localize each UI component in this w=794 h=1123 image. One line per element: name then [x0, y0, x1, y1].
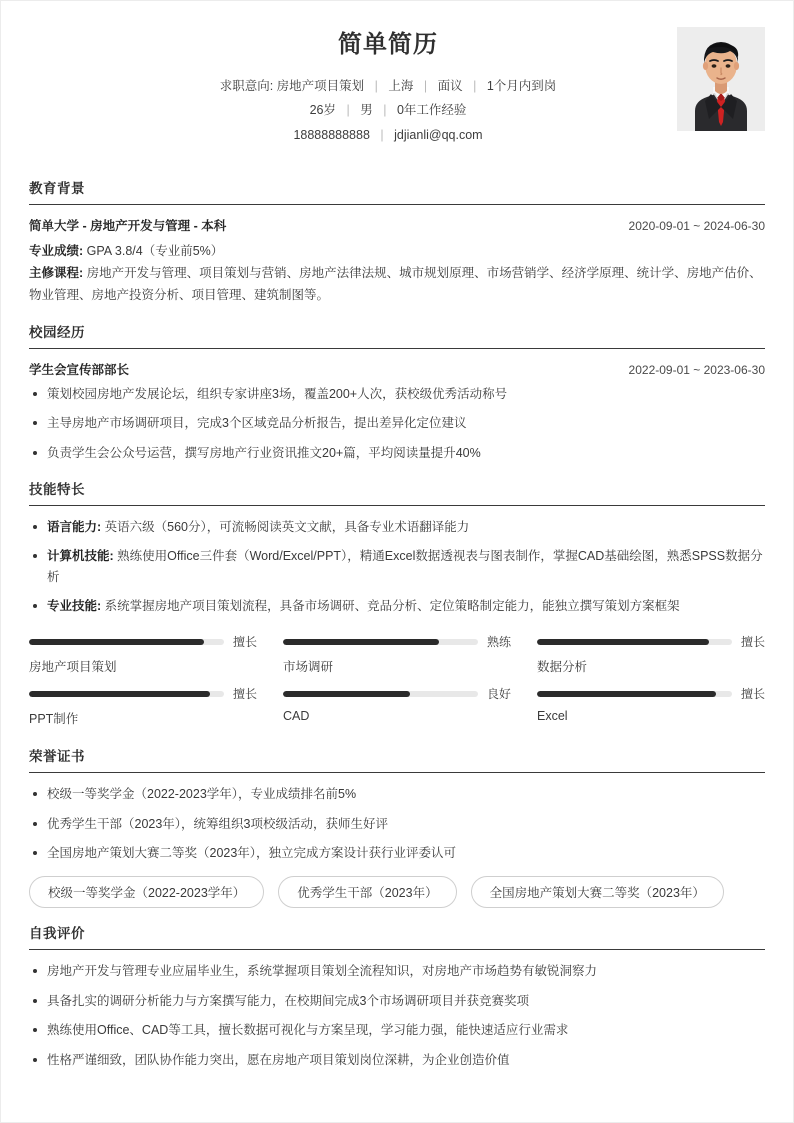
skill-name: PPT制作	[29, 712, 79, 727]
skill-track	[29, 691, 224, 697]
resume-header	[29, 19, 765, 163]
skill-bar-grid	[29, 633, 765, 731]
section-title-skills: 技能特长	[29, 481, 85, 497]
skill-text: 系统掌握房地产项目策划流程，具备市场调研、竞品分析、定位策略制定能力，能独立撰写策划方案框架	[104, 599, 680, 614]
page-title: 简单简历	[338, 31, 438, 58]
contact-email[interactable]: jdjianli@qq.com	[394, 127, 483, 142]
list-item: 校级一等奖学金（2022-2023学年），专业成绩排名前5%	[29, 784, 765, 805]
separator-icon: |	[383, 103, 387, 118]
separator-icon: |	[346, 103, 350, 118]
list-item: 负责学生会公众号运营，撰写房地产行业资讯推文20+篇，平均阅读量提升40%	[29, 443, 765, 464]
skill-bar-row	[283, 685, 511, 702]
section-education	[29, 175, 765, 307]
skill-fill	[29, 639, 204, 645]
skill-track	[537, 691, 732, 697]
skill-bar-row	[537, 685, 765, 702]
skill-level: 熟练	[486, 635, 511, 650]
section-title-education: 教育背景	[29, 180, 85, 196]
honors-tag-list	[29, 876, 765, 908]
skill-track	[29, 639, 224, 645]
campus-entry-head	[29, 360, 765, 378]
skill-text: 英语六级（560分），可流畅阅读英文文献，具备专业术语翻译能力	[104, 519, 470, 534]
skill-track	[283, 691, 478, 697]
contact-line-personal	[109, 98, 667, 122]
section-title-self-evaluation: 自我评价	[29, 925, 85, 941]
contact-line-reach	[109, 123, 667, 147]
education-gpa-line	[29, 240, 765, 262]
list-item	[29, 517, 765, 538]
education-courses-line	[29, 262, 765, 307]
skill-level: 擅长	[232, 687, 257, 702]
campus-bullet-list	[29, 384, 765, 464]
personal-gender: 男	[360, 103, 373, 118]
section-divider	[29, 204, 765, 205]
education-date: 2020-09-01 ~ 2024-06-30	[628, 218, 765, 233]
section-divider	[29, 772, 765, 773]
separator-icon: |	[473, 78, 477, 93]
job-intent-label: 求职意向:	[219, 78, 274, 93]
skill-bar-item	[29, 633, 257, 679]
skill-fill	[537, 691, 716, 697]
skill-bar-row	[283, 633, 511, 650]
section-divider	[29, 505, 765, 506]
skill-fill	[283, 639, 439, 645]
education-courses-value: 房地产开发与管理、项目策划与营销、房地产法律法规、城市规划原理、市场营销学、经济学原理、统计学、房地产估价、物业管理、房地产投资分析、项目管理、建筑制图等。	[29, 266, 762, 303]
skill-name: CAD	[283, 709, 310, 724]
skill-label: 计算机技能:	[47, 549, 114, 564]
education-courses-label: 主修课程:	[29, 266, 84, 281]
skill-fill	[283, 691, 410, 697]
skill-level: 擅长	[740, 687, 765, 702]
list-item: 房地产开发与管理专业应届毕业生，系统掌握项目策划全流程知识，对房地产市场趋势有敏锐洞察力	[29, 961, 765, 982]
self-eval-bullet-list	[29, 961, 765, 1071]
section-self-evaluation	[29, 920, 765, 1071]
skill-name: 房地产项目策划	[29, 660, 117, 675]
skill-bar-item	[283, 685, 511, 731]
section-title-campus: 校园经历	[29, 324, 85, 340]
education-gpa-value: GPA 3.8/4（专业前5%）	[86, 243, 224, 258]
list-item: 具备扎实的调研分析能力与方案撰写能力，在校期间完成3个市场调研项目并获竞赛奖项	[29, 991, 765, 1012]
skill-name: 市场调研	[283, 660, 334, 675]
skill-fill	[29, 691, 210, 697]
skills-bullet-list	[29, 517, 765, 618]
list-item: 全国房地产策划大赛二等奖（2023年），独立完成方案设计获行业评委认可	[29, 843, 765, 864]
skill-level: 良好	[486, 687, 511, 702]
skill-fill	[537, 639, 709, 645]
personal-experience: 0年工作经验	[396, 103, 467, 118]
skill-track	[537, 639, 732, 645]
skill-bar-item	[283, 633, 511, 679]
section-campus-experience	[29, 319, 765, 464]
list-item: 优秀学生干部（2023年），统筹组织3项校级活动，获师生好评	[29, 814, 765, 835]
skill-track	[283, 639, 478, 645]
status-badge[interactable]: 全国房地产策划大赛二等奖（2023年）	[471, 876, 724, 908]
job-intent-city: 上海	[388, 78, 414, 93]
separator-icon: |	[374, 78, 378, 93]
section-divider	[29, 949, 765, 950]
list-item	[29, 596, 765, 617]
skill-name: 数据分析	[537, 660, 588, 675]
list-item: 策划校园房地产发展论坛，组织专家讲座3场，覆盖200+人次，获校级优秀活动称号	[29, 384, 765, 405]
job-intent-availability: 1个月内到岗	[486, 78, 557, 93]
section-skills	[29, 476, 765, 732]
list-item: 熟练使用Office、CAD等工具，擅长数据可视化与方案呈现，学习能力强，能快速适应行业需求	[29, 1020, 765, 1041]
campus-role: 学生会宣传部部长	[29, 362, 130, 377]
skill-name: Excel	[537, 709, 568, 724]
contact-phone[interactable]: 18888888888	[293, 127, 370, 142]
skill-level: 擅长	[740, 635, 765, 650]
list-item: 性格严谨细致，团队协作能力突出，愿在房地产项目策划岗位深耕，为企业创造价值	[29, 1050, 765, 1071]
education-gpa-label: 专业成绩:	[29, 243, 84, 258]
skill-bar-item	[537, 633, 765, 679]
list-item: 主导房地产市场调研项目，完成3个区域竞品分析报告，提出差异化定位建议	[29, 413, 765, 434]
skill-label: 语言能力:	[47, 519, 102, 534]
avatar-illustration-icon	[677, 27, 765, 131]
job-intent-salary: 面议	[437, 78, 463, 93]
header-main	[29, 27, 667, 147]
separator-icon: |	[423, 78, 428, 93]
contact-line-intent	[109, 74, 667, 98]
skill-bar-row	[29, 685, 257, 702]
skill-bar-row	[537, 633, 765, 650]
job-intent-position: 房地产项目策划	[276, 78, 365, 93]
campus-date: 2022-09-01 ~ 2023-06-30	[628, 362, 765, 377]
section-divider	[29, 348, 765, 349]
education-entry-head	[29, 216, 765, 234]
education-school-line: 简单大学 - 房地产开发与管理 - 本科	[29, 218, 227, 233]
skill-bar-item	[537, 685, 765, 731]
avatar	[677, 27, 765, 131]
section-title-honors: 荣誉证书	[29, 749, 85, 765]
skill-level: 擅长	[232, 635, 257, 650]
honors-bullet-list	[29, 784, 765, 864]
skill-bar-item	[29, 685, 257, 731]
personal-age: 26岁	[309, 103, 336, 118]
skill-label: 专业技能:	[47, 599, 102, 614]
separator-icon: |	[380, 127, 384, 142]
status-badge[interactable]: 优秀学生干部（2023年）	[278, 876, 456, 908]
list-item	[29, 546, 765, 587]
section-honors	[29, 743, 765, 908]
status-badge[interactable]: 校级一等奖学金（2022-2023学年）	[29, 876, 264, 908]
skill-text: 熟练使用Office三件套（Word/Excel/PPT），精通Excel数据透视表与图表制作，掌握CAD基础绘图，熟悉SPSS数据分析	[47, 549, 763, 584]
skill-bar-row	[29, 633, 257, 650]
